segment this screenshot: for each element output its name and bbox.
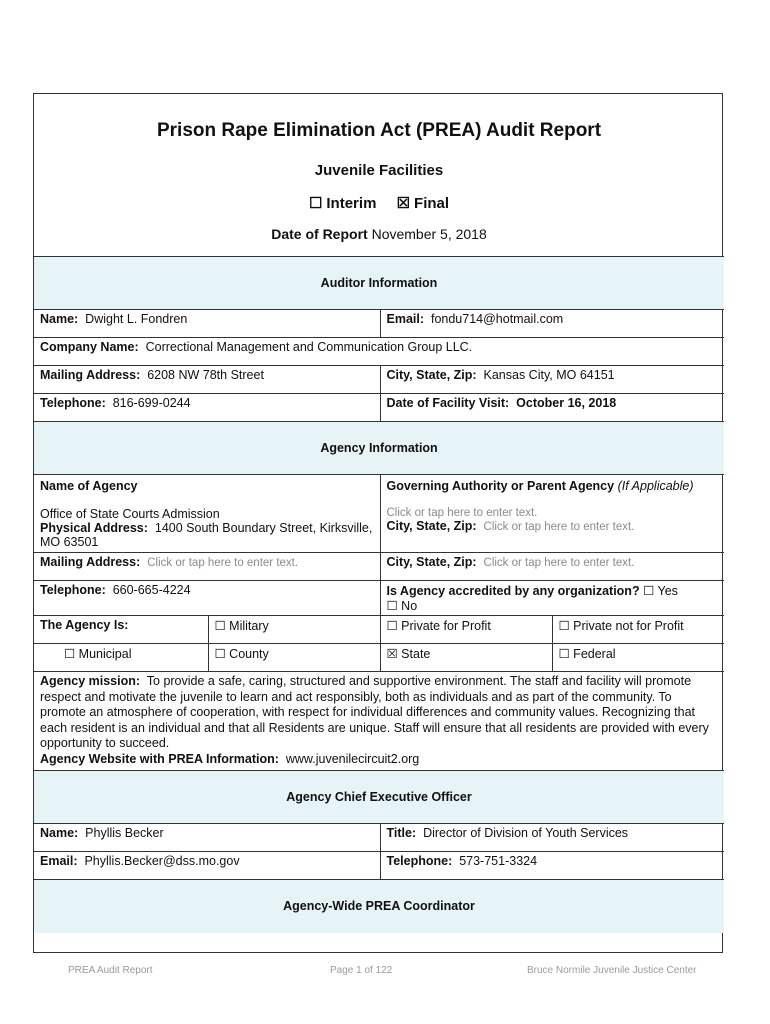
ceo-phone-cell[interactable] [380, 852, 724, 880]
auditor-csz-cell[interactable] [380, 366, 724, 394]
agency-gov-note: (If Applicable) [617, 479, 694, 493]
accredited-no-checkbox[interactable]: ☐ No [386, 599, 418, 613]
agency-section-title: Agency Information [34, 422, 724, 475]
footer-right: Bruce Normile Juvenile Justice Center [527, 965, 697, 976]
checkbox-checked-icon: ☒ [396, 195, 411, 212]
auditor-email-value: fondu714@hotmail.com [430, 312, 564, 326]
auditor-csz-value: Kansas City, MO 64151 [483, 368, 615, 382]
ceo-name-value: Phyllis Becker [85, 826, 164, 840]
auditor-phone-value: 816-699-0244 [112, 396, 191, 410]
agency-csz2-cell[interactable] [380, 553, 724, 581]
auditor-phone-cell[interactable] [34, 394, 380, 422]
agency-mission-value: To provide a safe, caring, structured and supportive environment. The staff and facility will promote respect and motivate the juvenile to learn and act responsibly, both as individuals and as part of the community. To promote an atmosphere of cooperation, with respect for individual differences and community values. Recognizing that each resident is an individual and that all Residents are unique. Staff will ensure that all residents are provided with every opportunity to succeed. [40, 674, 709, 750]
agency-type-county[interactable]: ☐ County [208, 644, 380, 672]
report-date-label: Date of Report [271, 226, 368, 242]
agency-name-cell[interactable] [34, 475, 380, 553]
agency-type-state[interactable]: ☒ State [380, 644, 552, 672]
agency-accredited-cell [380, 581, 724, 616]
agency-website-value[interactable]: www.juvenilecircuit2.org [285, 751, 420, 766]
agency-type-municipal[interactable]: ☐ Municipal [34, 644, 208, 672]
agency-csz2-label: City, State, Zip: [386, 555, 477, 569]
ceo-email-cell[interactable] [34, 852, 380, 880]
agency-csz-value: Click or tap here to enter text. [483, 521, 635, 533]
auditor-visit-label: Date of Facility Visit: [386, 396, 510, 410]
ceo-email-label: Email: [40, 854, 78, 868]
auditor-company-value: Correctional Management and Communication Group LLC. [145, 340, 473, 354]
agency-csz-label: City, State, Zip: [386, 519, 477, 533]
report-header [34, 94, 724, 257]
report-title: Prison Rape Elimination Act (PREA) Audit Report [156, 120, 602, 141]
checkbox-empty-icon: ☐ [308, 195, 323, 212]
auditor-visit-cell[interactable] [380, 394, 724, 422]
agency-csz2-value: Click or tap here to enter text. [483, 557, 635, 569]
auditor-name-label: Name: [40, 312, 79, 326]
ceo-title-label: Title: [386, 826, 417, 840]
auditor-name-value: Dwight L. Fondren [85, 312, 188, 326]
final-checkbox[interactable] [397, 195, 449, 212]
auditor-section-title: Auditor Information [34, 257, 724, 310]
interim-label: Interim [326, 195, 377, 212]
agency-phone-label: Telephone: [40, 583, 106, 597]
auditor-mailing-cell[interactable] [34, 366, 380, 394]
auditor-company-label: Company Name: [40, 340, 139, 354]
ceo-email-value: Phyllis.Becker@dss.mo.gov [84, 854, 240, 868]
auditor-mailing-label: Mailing Address: [40, 368, 141, 382]
agency-name-label: Name of Agency [40, 479, 138, 493]
auditor-name-cell[interactable] [34, 310, 380, 338]
agency-physical-value: 1400 South Boundary Street, Kirksville, MO 63501 [40, 521, 373, 549]
agency-gov-cell[interactable] [380, 475, 724, 553]
ceo-title-cell[interactable] [380, 824, 724, 852]
ceo-section-title: Agency Chief Executive Officer [34, 771, 724, 824]
ceo-phone-value: 573-751-3324 [459, 854, 538, 868]
report-date [34, 226, 724, 242]
audit-report-page [33, 93, 723, 953]
report-date-value: November 5, 2018 [371, 226, 487, 242]
auditor-csz-label: City, State, Zip: [386, 368, 477, 382]
ceo-name-label: Name: [40, 826, 79, 840]
auditor-email-label: Email: [386, 312, 425, 326]
agency-mission-cell[interactable] [34, 672, 724, 771]
agency-mailing-label: Mailing Address: [40, 555, 141, 569]
footer-page-number: Page 1 of 122 [330, 965, 393, 976]
agency-mailing-cell[interactable] [34, 553, 380, 581]
interim-checkbox[interactable] [309, 195, 376, 212]
agency-website-label: Agency Website with PREA Information: [40, 751, 279, 766]
ceo-phone-label: Telephone: [386, 854, 453, 868]
agency-phone-value: 660-665-4224 [112, 583, 191, 597]
report-subtitle: Juvenile Facilities [314, 162, 444, 179]
auditor-visit-value: October 16, 2018 [516, 396, 617, 410]
footer-left: PREA Audit Report [68, 965, 153, 976]
agency-name-value: Office of State Courts Admission [40, 507, 220, 521]
auditor-phone-label: Telephone: [40, 396, 106, 410]
agency-mailing-value: Click or tap here to enter text. [147, 557, 299, 569]
auditor-email-cell[interactable] [380, 310, 724, 338]
agency-gov-value: Click or tap here to enter text. [386, 507, 538, 519]
agency-is-label: The Agency Is: [34, 616, 208, 644]
auditor-mailing-value: 6208 NW 78th Street [147, 368, 264, 382]
report-form [34, 94, 724, 933]
agency-type-federal[interactable]: ☐ Federal [552, 644, 724, 672]
agency-gov-label: Governing Authority or Parent Agency [386, 479, 615, 493]
auditor-company-cell[interactable] [34, 338, 724, 366]
agency-type-private-nonprofit[interactable]: ☐ Private not for Profit [552, 616, 724, 644]
ceo-name-cell[interactable] [34, 824, 380, 852]
report-type [34, 194, 724, 212]
final-label: Final [414, 195, 450, 212]
agency-physical-label: Physical Address: [40, 521, 148, 535]
agency-mission-label: Agency mission: [40, 674, 141, 688]
agency-accredited-label: Is Agency accredited by any organization? [386, 584, 640, 598]
agency-phone-cell[interactable] [34, 581, 380, 616]
agency-type-private-profit[interactable]: ☐ Private for Profit [380, 616, 552, 644]
agency-type-military[interactable]: ☐ Military [208, 616, 380, 644]
coordinator-section-title: Agency-Wide PREA Coordinator [34, 880, 724, 933]
accredited-yes-checkbox[interactable]: ☐ Yes [643, 584, 678, 598]
ceo-title-value: Director of Division of Youth Services [423, 826, 629, 840]
